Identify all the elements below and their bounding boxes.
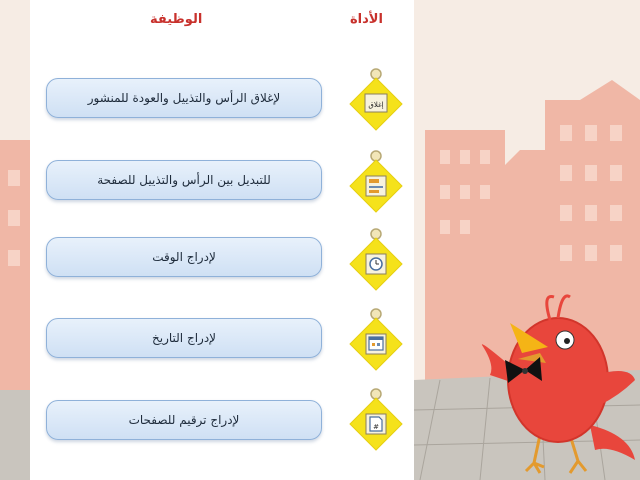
tool-tag-switch-header-footer[interactable]: [344, 148, 408, 218]
tool-tag-insert-time[interactable]: [344, 226, 408, 296]
tool-column-header: الأداة: [350, 12, 383, 27]
function-column-header: الوظيفة: [150, 12, 203, 27]
function-pill-close-header-footer[interactable]: لإغلاق الرأس والتذييل والعودة للمنشور: [46, 78, 322, 118]
function-pill-switch-header-footer[interactable]: للتبديل بين الرأس والتذييل للصفحة: [46, 160, 322, 200]
function-pill-insert-date[interactable]: لإدراج التاريخ: [46, 318, 322, 358]
tool-tag-insert-page-number[interactable]: [344, 386, 408, 456]
cartoon-bird-mascot: [470, 285, 640, 480]
switch-header-footer-icon: [366, 176, 386, 196]
tool-tag-close-header-footer[interactable]: [344, 66, 408, 136]
insert-date-icon: [366, 334, 386, 354]
function-pill-insert-time[interactable]: لإدراج الوقت: [46, 237, 322, 277]
insert-page-number-icon: [366, 414, 386, 434]
function-pill-insert-page-number[interactable]: لإدراج ترقيم للصفحات: [46, 400, 322, 440]
insert-time-icon: [366, 254, 386, 274]
close-header-footer-icon: إغلاق: [368, 101, 384, 109]
tool-tag-insert-date[interactable]: [344, 306, 408, 376]
svg-text:#: #: [373, 423, 379, 431]
